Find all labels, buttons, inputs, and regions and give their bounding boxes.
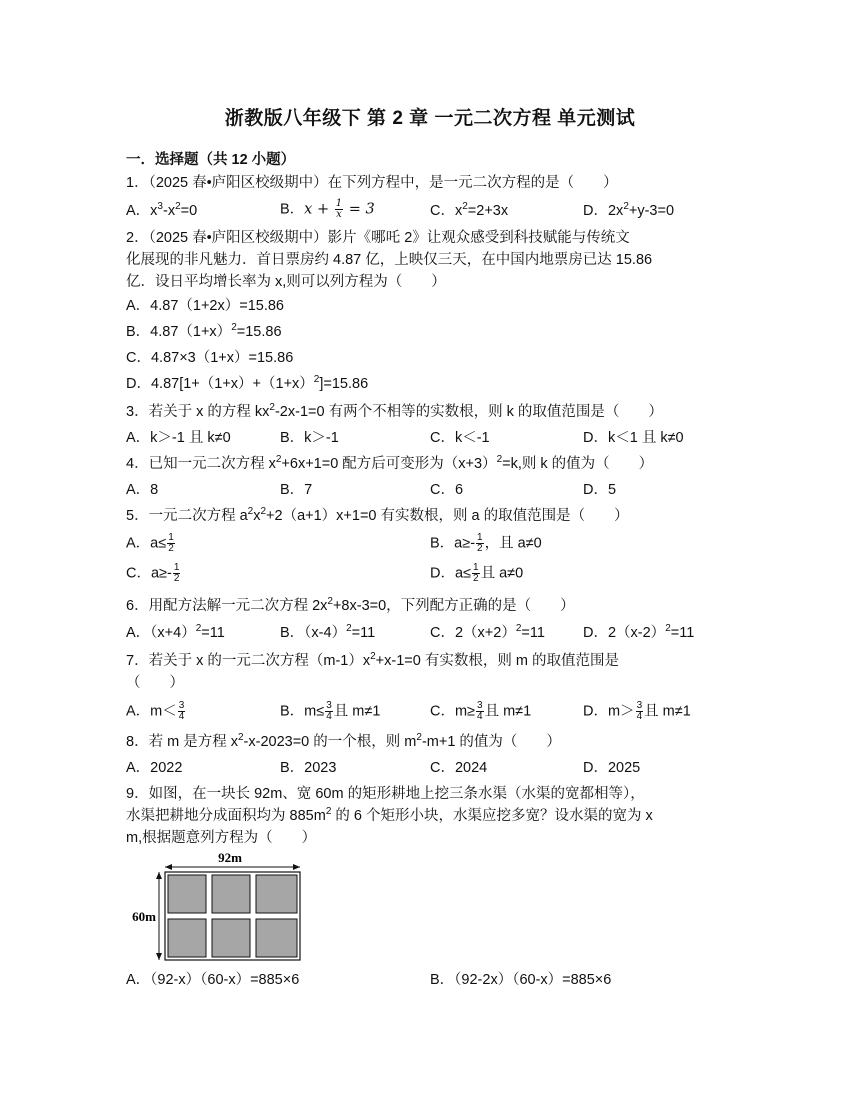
q4-option-b[interactable]: B．7 <box>280 482 313 498</box>
q4-option-a[interactable]: A．8 <box>126 482 159 498</box>
plot-5 <box>212 919 250 957</box>
q6-option-b[interactable]: B．$(x-4)^2=11$ <box>280 623 376 641</box>
question-9-line-1: 9．如图，在一块长 92m、宽 60m 的矩形耕地上挖三条水渠（水渠的宽都相等）， <box>126 786 645 802</box>
q3-option-a[interactable]: A．k＞-1 且 k≠0 <box>126 430 231 446</box>
width-arrow-left <box>165 864 172 870</box>
q8-option-c[interactable]: C．2024 <box>430 760 488 776</box>
section-heading: 一．选择题（共 12 小题） <box>126 152 296 168</box>
farmland-diagram <box>132 850 310 965</box>
height-arrow-top <box>156 872 162 879</box>
question-3-stem: 3．若关于 x 的方程 $kx^2-2x-1=0$ 有两个不相等的实数根，则 k 的取值范围是（ ） <box>126 402 663 420</box>
q7-option-a[interactable]: A．m＜ $\frac{3}{4}$ <box>126 700 185 722</box>
q3-option-b[interactable]: B．k＞-1 <box>280 430 339 446</box>
plot-6 <box>256 919 297 957</box>
question-7-stem: 7．若关于 x 的一元二次方程$(m-1)x^2+x-1=0$ 有实数根，则 m 的取值范围是 <box>126 651 619 669</box>
q2-option-d[interactable]: D．$4.87[1+(1+x)+(1+x)^2]=15.86$ <box>126 374 369 392</box>
q2-option-c[interactable]: C．4.87×3（1+x）=15.86 <box>126 350 294 366</box>
q6-option-a[interactable]: A．$(x+4)^2=11$ <box>126 623 225 641</box>
plot-4 <box>168 919 206 957</box>
q5-option-c[interactable]: C．a≥- $\frac{1}{2}$ <box>126 562 180 584</box>
q9-option-a[interactable]: A．（92-x）（60-x）=885×6 <box>126 972 300 988</box>
q2-option-a[interactable]: A．4.87（1+2x）=15.86 <box>126 298 284 314</box>
question-7-stem-line-2: （ ） <box>126 675 184 691</box>
question-6-stem: 6．用配方法解一元二次方程 $2x^2+8x-3=0$，下列配方正确的是（ ） <box>126 596 575 614</box>
q7-option-c[interactable]: C．m≥ $\frac{3}{4}$ 且 m≠1 <box>430 700 532 722</box>
q4-option-c[interactable]: C．6 <box>430 482 464 498</box>
q5-option-b[interactable]: B．a≥- $\frac{1}{2}$ ，且 a≠0 <box>430 532 542 554</box>
width-arrow-right <box>293 864 300 870</box>
q8-option-a[interactable]: A．2022 <box>126 760 183 776</box>
height-label: 60m <box>132 909 156 924</box>
q2-option-b[interactable]: B．$4.87(1+x)^2=15.86$ <box>126 322 282 340</box>
question-8-stem: 8．若 m 是方程 $x^2-x-2023=0$ 的一个根，则 $m^2-m+1$ 的值为（ ） <box>126 732 561 750</box>
question-1-stem: 1．（2025 春•庐阳区校级期中）在下列方程中，是一元二次方程的是（ ） <box>126 175 618 191</box>
q3-option-d[interactable]: D．k＜1 且 k≠0 <box>583 430 684 446</box>
q4-option-d[interactable]: D．5 <box>583 482 617 498</box>
q3-option-c[interactable]: C．k＜-1 <box>430 430 490 446</box>
height-arrow-bottom <box>156 953 162 960</box>
q8-option-d[interactable]: D．2025 <box>583 760 641 776</box>
question-4-stem: 4．已知一元二次方程 $x^2+6x+1=0$ 配方后可变形为$(x+3)^2=k$,则 k 的值为（ ） <box>126 454 654 472</box>
plot-2 <box>212 875 250 913</box>
q1-option-b[interactable]: B．x + $\frac{1}{x}$ = 3 <box>280 198 375 220</box>
q1-option-a[interactable]: A．$x^3-x^2=0$ <box>126 201 198 219</box>
plot-1 <box>168 875 206 913</box>
q5-option-a[interactable]: A．a≤ $\frac{1}{2}$ <box>126 532 174 554</box>
q6-option-c[interactable]: C．$2(x+2)^2=11$ <box>430 623 545 641</box>
question-9-line-2: 水渠把耕地分成面积均为 $885m^2$ 的 6 个矩形小块，水渠应挖多宽？设水渠的宽为 x <box>126 806 653 824</box>
q1-option-c[interactable]: C．$x^2=2+3x$ <box>430 201 509 219</box>
q8-option-b[interactable]: B．2023 <box>280 760 337 776</box>
page-title: 浙教版八年级下 第 2 章 一元二次方程 单元测试 <box>224 108 636 129</box>
q7-option-d[interactable]: D．m＞ $\frac{3}{4}$ 且 m≠1 <box>583 700 691 722</box>
question-2-line-3: 亿．设日平均增长率为 x,则可以列方程为（ ） <box>126 274 446 290</box>
q5-option-d[interactable]: D．a≤ $\frac{1}{2}$ 且 a≠0 <box>430 562 524 584</box>
plot-3 <box>256 875 297 913</box>
q7-option-b[interactable]: B．m≤ $\frac{3}{4}$ 且 m≠1 <box>280 700 381 722</box>
question-2-line-2: 化展现的非凡魅力．首日票房约 4.87 亿，上映仅三天，在中国内地票房已达 15.86 <box>126 252 653 268</box>
q6-option-d[interactable]: D．$2(x-2)^2=11$ <box>583 623 695 641</box>
question-5-stem: 5．一元二次方程 $a^2x^2+2(a+1)x+1=0$ 有实数根，则 a 的取值范围是（ ） <box>126 506 629 524</box>
q9-option-b[interactable]: B．（92-2x）（60-x）=885×6 <box>430 972 612 988</box>
question-2-line-1: 2．（2025 春•庐阳区校级期中）影片《哪吒 2》让观众感受到科技赋能与传统文 <box>126 230 630 246</box>
q1-option-d[interactable]: D．$2x^2+y-3=0$ <box>583 201 675 219</box>
question-9-line-3: m,根据题意列方程为（ ） <box>126 830 317 846</box>
width-label: 92m <box>218 850 242 865</box>
